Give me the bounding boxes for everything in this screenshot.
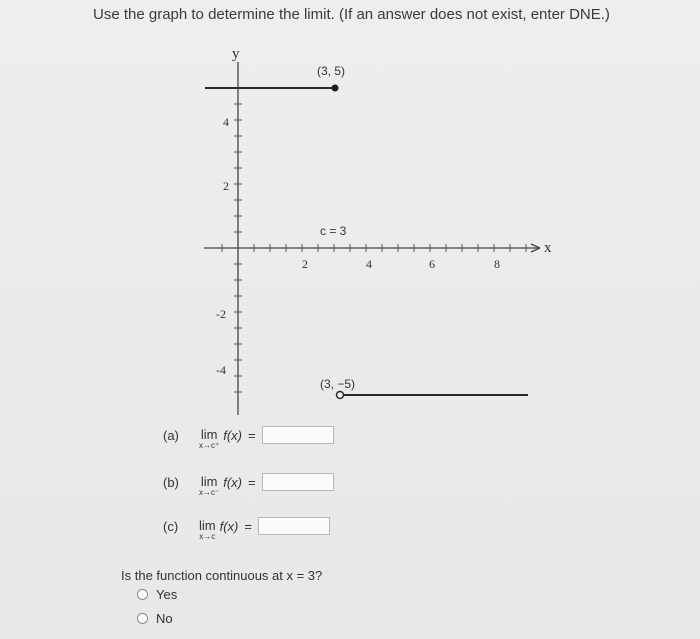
open-point xyxy=(337,392,344,399)
y-axis-label: y xyxy=(232,46,240,62)
y-tick-label: 2 xyxy=(223,179,229,193)
radio-no[interactable] xyxy=(137,613,148,624)
closed-point xyxy=(332,85,339,92)
upper-point-label: (3, 5) xyxy=(317,64,346,78)
part-c xyxy=(163,519,330,542)
function-text: f(x) xyxy=(219,519,239,534)
lim-subscript: x→c⁺ xyxy=(199,441,220,450)
instruction-text: Use the graph to determine the limit. (If an answer does not exist, enter DNE.) xyxy=(93,6,610,23)
option-yes[interactable] xyxy=(137,587,177,602)
part-b-label: (b) xyxy=(163,475,179,490)
equals-sign: = xyxy=(248,428,256,443)
x-axis-label: x xyxy=(544,240,552,256)
x-tick-label: 8 xyxy=(494,257,500,271)
limit-notation xyxy=(199,519,216,542)
x-tick-label: 6 xyxy=(429,257,435,271)
part-b xyxy=(163,475,334,498)
part-a xyxy=(163,428,334,451)
answer-input-b[interactable] xyxy=(262,473,334,491)
function-text: f(x) xyxy=(223,475,243,490)
answer-input-a[interactable] xyxy=(262,426,334,444)
answer-input-c[interactable] xyxy=(258,517,330,535)
y-tick-label: 4 xyxy=(223,115,229,129)
equals-sign: = xyxy=(248,475,256,490)
option-no[interactable] xyxy=(137,611,173,626)
limit-notation xyxy=(199,428,219,451)
lim-text: lim xyxy=(200,474,218,489)
continuity-question: Is the function continuous at x = 3? xyxy=(121,568,323,583)
part-c-label: (c) xyxy=(163,519,179,534)
option-no-label: No xyxy=(156,611,173,626)
x-tick-label: 2 xyxy=(302,257,308,271)
y-tick-label: -4 xyxy=(216,363,226,377)
lim-text: lim xyxy=(199,518,216,533)
lim-subscript: x→c⁻ xyxy=(199,488,220,497)
equals-sign: = xyxy=(244,519,252,534)
radio-yes[interactable] xyxy=(137,589,148,600)
y-tick-label: -2 xyxy=(216,307,226,321)
option-yes-label: Yes xyxy=(156,587,178,602)
function-text: f(x) xyxy=(223,428,243,443)
limit-notation xyxy=(199,475,219,498)
part-a-label: (a) xyxy=(163,428,179,443)
lim-text: lim xyxy=(200,427,218,442)
lower-point-label: (3, −5) xyxy=(320,377,356,391)
x-tick-label: 4 xyxy=(366,257,372,271)
c-value-label: c = 3 xyxy=(320,224,347,238)
lim-subscript: x→c xyxy=(199,532,216,541)
